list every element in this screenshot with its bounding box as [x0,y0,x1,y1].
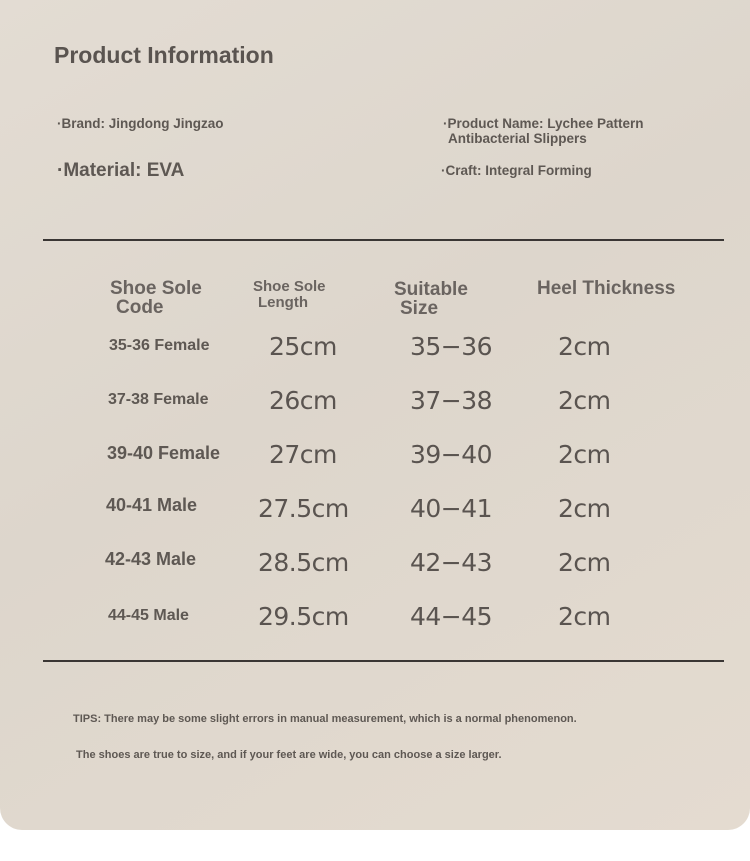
row-5-size: 42−43 [410,548,493,577]
row-3-code: 39-40 Female [107,443,221,463]
row-4-size: 40−41 [410,494,493,523]
header-sole-length-line2: Length [258,294,308,311]
row-3-size: 39−40 [410,440,493,469]
row-4-code: 40-41 Male [106,495,198,515]
header-sole-code-line1: Shoe Sole [110,278,202,299]
product-name-line2: Antibacterial Slippers [448,131,587,146]
page-title: Product Information [54,42,274,68]
row-2-code: 37-38 Female [108,391,209,408]
row-2-size: 37−38 [410,386,493,415]
header-suitable-size-line1: Suitable [394,279,468,300]
row-3-heel: 2cm [558,440,611,469]
row-4-heel: 2cm [558,494,611,523]
row-3-length: 27cm [269,440,337,469]
row-2-heel: 2cm [558,386,611,415]
product-name-line1: ·Product Name: Lychee Pattern [443,116,644,131]
header-heel-thickness: Heel Thickness [537,278,676,299]
header-sole-code [110,279,202,317]
row-6-length: 29.5cm [258,602,349,631]
row-6-code: 44-45 Male [108,607,189,624]
craft-info: ·Craft: Integral Forming [441,163,592,178]
row-1-heel: 2cm [558,332,611,361]
row-2-length: 26cm [269,386,337,415]
header-sole-length-line1: Shoe Sole [253,278,326,295]
tips-note [73,689,577,785]
product-name-info [443,116,644,146]
row-6-heel: 2cm [558,602,611,631]
tips-line2: The shoes are true to size, and if your feet are wide, you can choose a size larger. [73,749,502,761]
row-5-code: 42-43 Male [105,549,197,569]
row-1-length: 25cm [269,332,337,361]
top-divider [43,239,724,241]
row-6-size: 44−45 [410,602,493,631]
row-1-code: 35-36 Female [109,337,210,354]
header-sole-length [253,279,326,311]
row-5-length: 28.5cm [258,548,349,577]
row-5-heel: 2cm [558,548,611,577]
header-sole-code-line2: Code [116,297,164,318]
row-1-size: 35−36 [410,332,493,361]
header-suitable-size-line2: Size [400,298,439,319]
header-suitable-size [394,280,468,318]
material-info: ·Material: EVA [57,160,185,181]
bottom-divider [43,660,724,662]
brand-info: ·Brand: Jingdong Jingzao [57,116,224,131]
tips-line1: TIPS: There may be some slight errors in manual measurement, which is a normal phenomenon. [73,713,577,725]
row-4-length: 27.5cm [258,494,349,523]
